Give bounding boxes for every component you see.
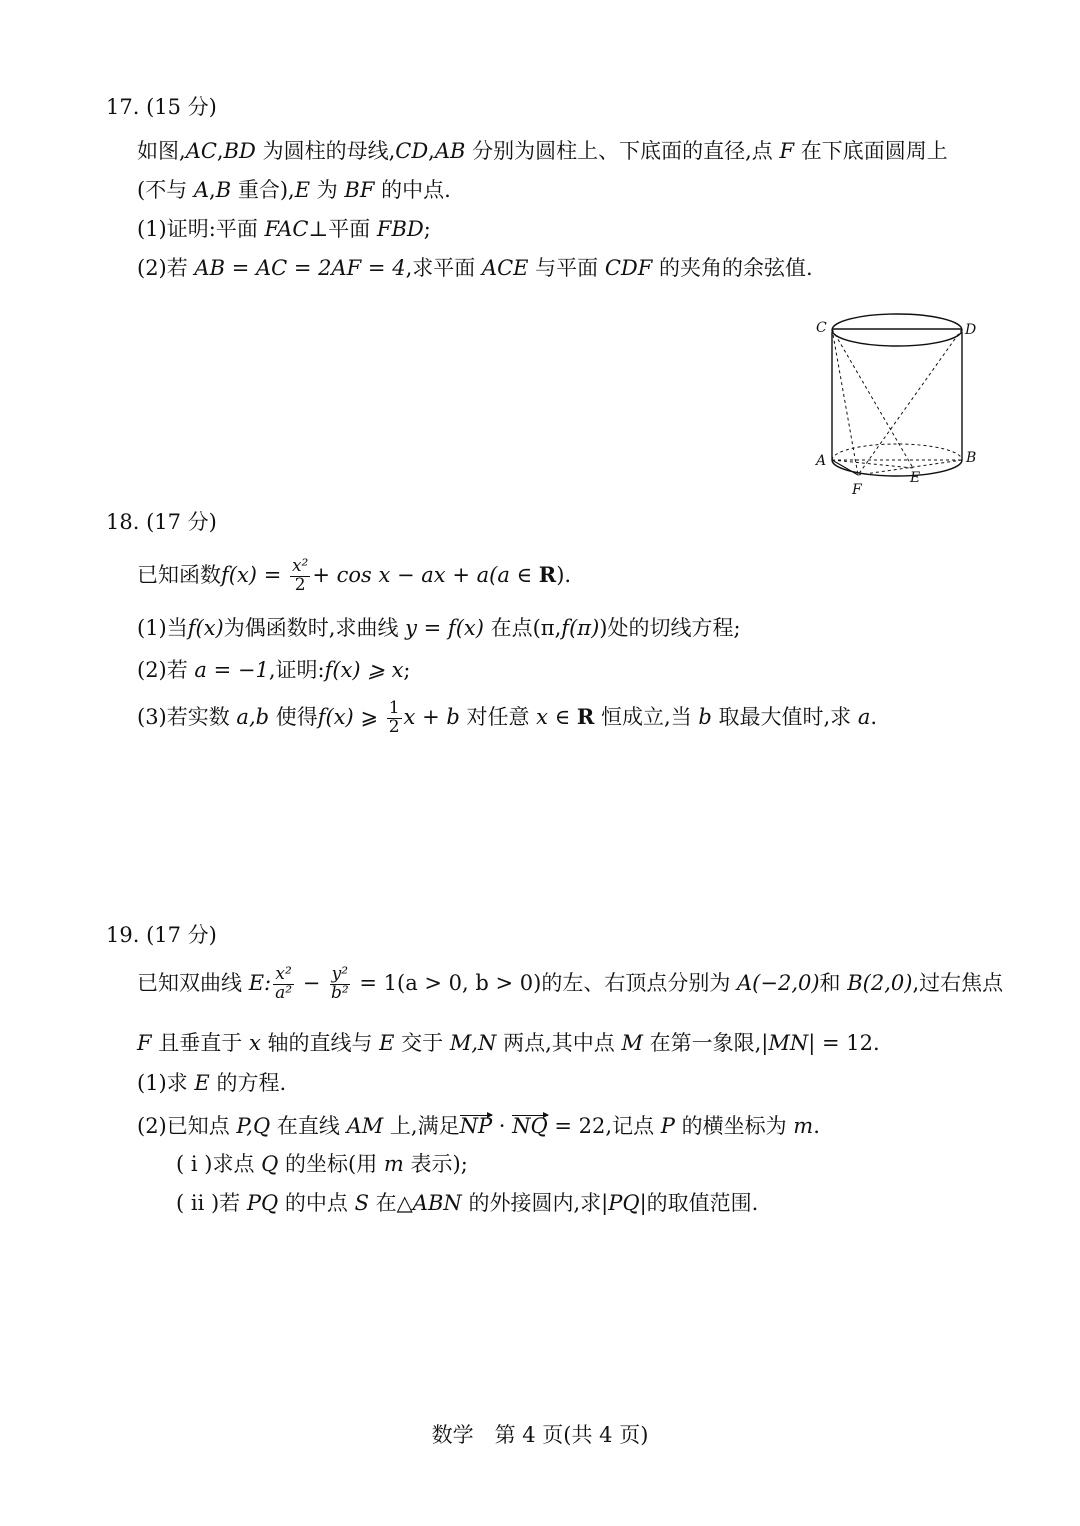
q19-sub2: ( ⅱ )若 PQ 的中点 S 在△ABN 的外接圆内,求|PQ|的取值范围. <box>176 1191 759 1215</box>
q18-part3: (3)若实数 a,b 使得f(x) ⩾ $\frac{1}{2}$ x + b 对任意 x ∈ R 恒成立,当 b 取最大值时,求 a. <box>137 698 878 737</box>
label-A: A <box>816 453 827 469</box>
segment-DF <box>858 329 962 475</box>
vector-NP: NP <box>459 1114 493 1138</box>
q19-part2: (2)已知点 P,Q 在直线 AM 上,满足NP · NQ = 22,记点 P 的横坐标为 m. <box>137 1114 820 1138</box>
top-ellipse <box>832 314 962 346</box>
q19-part1: (1)求 E 的方程. <box>137 1071 287 1095</box>
q19-line1: 已知双曲线 E: $\frac{\text{x²}}{\text{a²}}$ − $\frac{\text{y²}}{\text{b²}}$ = 1(a > 0, b > 0)的左、右顶点分别为 A(−2,0)和 B(2,0),过右焦点 <box>137 964 1004 1003</box>
q19-line2: F 且垂直于 x 轴的直线与 E 交于 M,N 两点,其中点 M 在第一象限,|MN| = 12. <box>137 1031 880 1055</box>
q17-part1: (1)证明:平面 FAC⊥平面 FBD; <box>137 217 431 241</box>
q17-line1: 如图,AC,BD 为圆柱的母线,CD,AB 分别为圆柱上、下底面的直径,点 F 在下底面圆周上 <box>137 139 948 163</box>
q18-part2: (2)若 a = −1,证明:f(x) ⩾ x; <box>137 658 411 682</box>
label-D: D <box>965 322 977 338</box>
q19-sub1: ( ⅰ )求点 Q 的坐标(用 m 表示); <box>176 1152 468 1176</box>
label-B: B <box>966 450 977 466</box>
q18-line1: 已知函数f(x) = $\frac{\text{x²}}{2}$ + cos x − ax + a(a ∈ R). <box>137 556 572 595</box>
q18-header: 18. (17 分) <box>106 510 217 534</box>
segment-AF <box>832 460 858 475</box>
vector-NQ: NQ <box>512 1114 548 1138</box>
q17-line2: (不与 A,B 重合),E 为 BF 的中点. <box>137 178 451 202</box>
fraction-x2-over-a2: $\frac{\text{x²}}{\text{a²}}$ <box>275 964 293 1003</box>
q17-part2: (2)若 AB = AC = 2AF = 4,求平面 ACE 与平面 CDF 的夹角的余弦值. <box>137 256 813 280</box>
cylinder-figure <box>810 312 990 502</box>
q19-header: 19. (17 分) <box>106 923 217 947</box>
segment-CE <box>832 329 913 468</box>
label-F: F <box>852 482 862 498</box>
fraction-y2-over-b2: $\frac{\text{y²}}{\text{b²}}$ <box>331 964 349 1003</box>
fraction-x2-over-2: $\frac{\text{x²}}{2}$ <box>291 556 309 595</box>
fraction-one-half: $\frac{1}{2}$ <box>388 698 400 737</box>
label-C: C <box>816 320 827 336</box>
q17-header: 17. (15 分) <box>106 95 217 119</box>
label-E: E <box>910 470 921 486</box>
bottom-ellipse-back <box>832 444 962 460</box>
q18-part1: (1)当f(x)为偶函数时,求曲线 y = f(x) 在点(π,f(π))处的切线方程; <box>137 616 741 640</box>
page-footer: 数学 第 4 页(共 4 页) <box>431 1423 649 1447</box>
